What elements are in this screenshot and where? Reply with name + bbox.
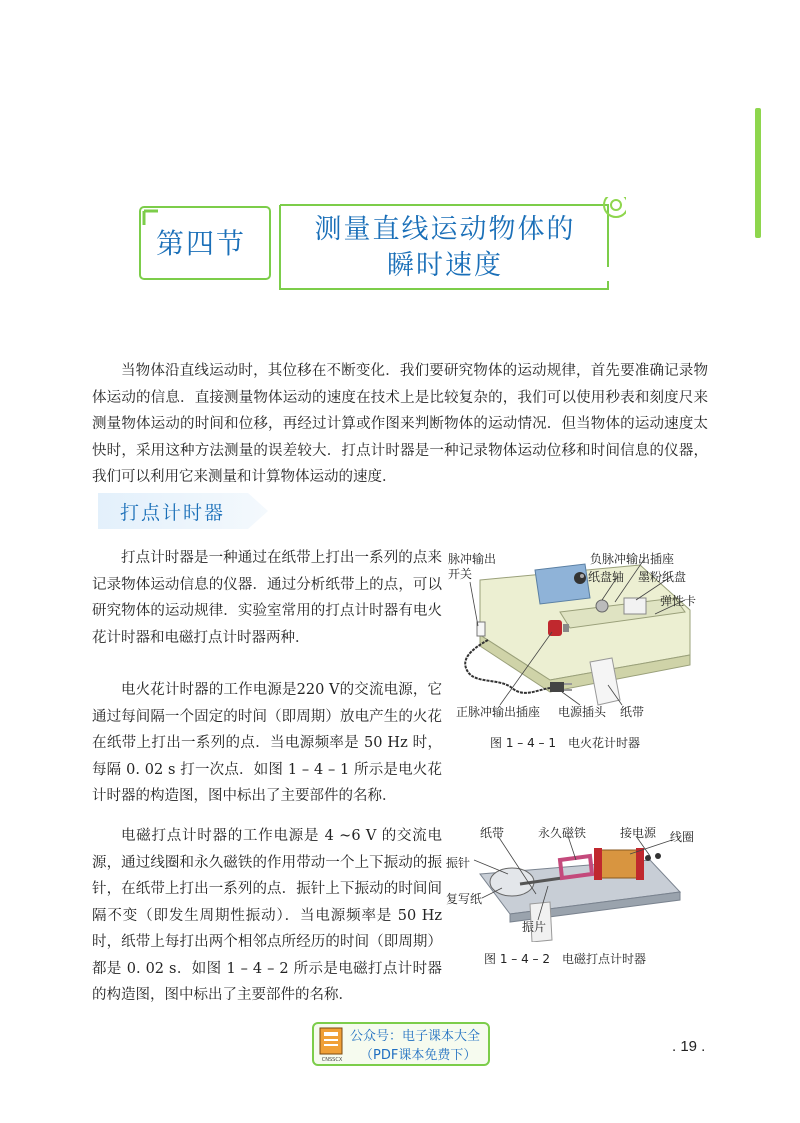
badge-line1: 公众号：电子课本大全: [350, 1029, 481, 1044]
label-needle: 振针: [446, 856, 471, 870]
label-reed: 振片: [522, 920, 547, 934]
label-paper-tape: 纸带: [620, 705, 645, 719]
label-tape: 纸带: [480, 826, 505, 840]
logo-text: CNSSCX: [321, 1057, 343, 1062]
section-title-line1: 测量直线运动物体的: [314, 214, 576, 245]
label-paper-axle: 纸盘轴: [588, 570, 625, 584]
figure2-caption: 图 1 – 4 – 2 电磁打点计时器: [484, 952, 646, 966]
label-pulse-switch-line1: 脉冲输出: [448, 552, 497, 566]
label-positive-socket: 正脉冲输出插座: [456, 705, 541, 719]
book-logo-icon: [318, 1026, 346, 1062]
label-coil: 线圈: [670, 830, 695, 844]
figure-electromagnetic-timer: [440, 822, 710, 942]
edge-marker-bar: [755, 108, 761, 238]
label-terminal: 接电源: [620, 826, 657, 840]
badge-line2: （PDF课本免费下）: [360, 1048, 477, 1063]
label-power-plug: 电源插头: [558, 705, 607, 719]
figure-spark-timer: [440, 540, 710, 725]
intro-paragraph: 当物体沿直线运动时，其位移在不断变化．我们要研究物体的运动规律，首先要准确记录物体运动的信息．直接测量物体运动的速度在技术上是比较复杂的，我们可以使用秒表和刻度尺来测量物体运动的时间和位移，再经过计算或作图来判断物体的运动情况．但当物体的运动速度太快时，采用这种方法测量的误差较大．打点计时器是一种记录物体运动位移和时间信息的仪器，我们可以利用它来测量和计算物体运动的速度．: [92, 363, 708, 485]
subheading-title: 打点计时器: [120, 502, 226, 524]
section-number: 第四节: [156, 227, 247, 260]
label-pulse-switch-line2: 开关: [448, 567, 473, 581]
section-title: [290, 212, 600, 284]
section-title-line2: 瞬时速度: [387, 250, 503, 281]
paragraph-timer-intro: 打点计时器是一种通过在纸带上打出一系列的点来记录物体运动信息的仪器．通过分析纸带上的点，可以研究物体的运动规律．实验室常用的打点计时器有电火花计时器和电磁打点计时器两种．: [92, 550, 442, 646]
label-spring-clip: 弹性卡: [660, 594, 697, 608]
page-number: . 19 .: [672, 1038, 706, 1055]
label-negative-socket: 负脉冲输出插座: [590, 552, 675, 566]
label-ink-disc: 墨粉纸盘: [638, 570, 687, 584]
label-carbon-paper: 复写纸: [446, 892, 483, 906]
paragraph-electromagnetic-timer: 电磁打点计时器的工作电源是 4 ~6 V 的交流电源，通过线圈和永久磁铁的作用带动一个上下振动的振针，在纸带上打出一系列的点．振针上下振动的时间间隔不变（即发生周期性振动）．当电源频率是 50 Hz 时，纸带上每打出两个相邻点所经历的时间（即周期）都是 0. 02 s．如图 1 – 4 – 2 所示是电磁打点计时器的构造图，图中标出了主要部件的名称．: [92, 828, 442, 1003]
figure1-caption: 图 1 – 4 – 1 电火花计时器: [490, 736, 640, 750]
label-magnet: 永久磁铁: [538, 826, 587, 840]
paragraph-spark-timer: 电火花计时器的工作电源是220 V的交流电源，它通过每间隔一个固定的时间（即周期）放电产生的火花在纸带上打出一系列的点．当电源频率是 50 Hz 时，每隔 0. 02 s 打一次点．如图 1 – 4 – 1 所示是电火花计时器的构造图，图中标出了主要部件的名称．: [92, 682, 442, 804]
edge-running-text: [739, 240, 751, 440]
